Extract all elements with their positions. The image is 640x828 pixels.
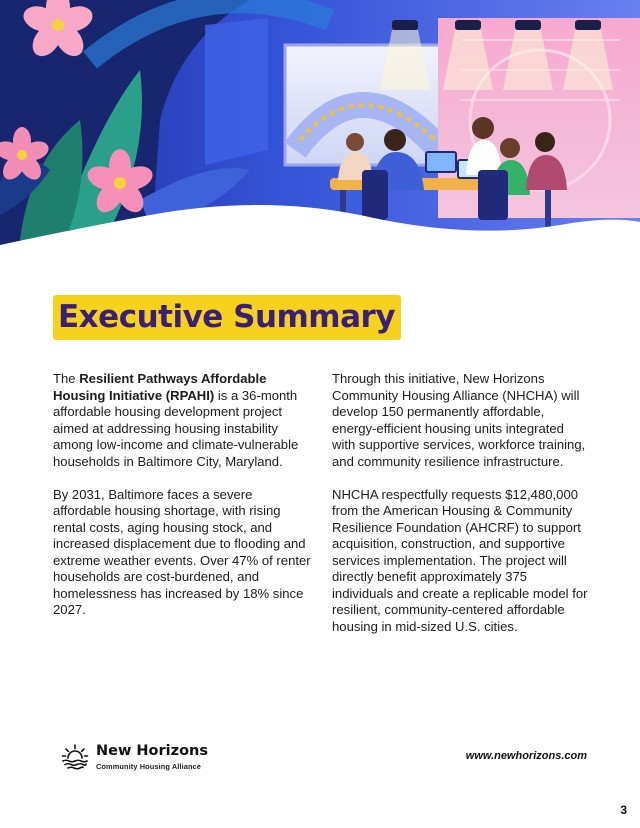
left-column bbox=[53, 371, 311, 635]
request-paragraph: NHCHA respectfully requests $12,480,000 from the American Housing & Community Resilience Foundation (AHCRF) to support acquisition, construction, and supportive services implementation. The project will directly benefit approximately 375 individuals and create a replicable model for resilient, community-centered affordable housing in mid-sized U.S. cities. bbox=[332, 486, 588, 634]
title-block bbox=[53, 295, 401, 340]
sunrise-waves-icon bbox=[60, 742, 90, 772]
intro-paragraph bbox=[53, 371, 311, 470]
footer-logo bbox=[60, 742, 208, 772]
hero-illustration bbox=[0, 0, 640, 262]
page-number: 3 bbox=[620, 803, 627, 817]
org-subtitle: Community Housing Alliance bbox=[96, 762, 201, 771]
page-title: Executive Summary bbox=[53, 295, 401, 340]
website-link[interactable]: www.newhorizons.com bbox=[465, 750, 587, 762]
project-name: Resilient Pathways Affordable Housing Initiative (RPAHI) bbox=[53, 371, 267, 403]
context-paragraph: By 2031, Baltimore faces a severe affordable housing shortage, with rising rental costs, aging housing stock, and increased displacement due to flooding and extreme weather events. Over 47% of renter households are cost-burdened, and homelessness has increased by 18% since 2027. bbox=[53, 486, 311, 617]
intro-prefix: The bbox=[53, 371, 80, 386]
right-column bbox=[332, 371, 588, 652]
org-name: New Horizons bbox=[96, 743, 208, 759]
intro-rest: is a 36-month affordable housing development project aimed at addressing housing instability among low-income and climate-vulnerable households in Baltimore City, Maryland. bbox=[53, 387, 299, 469]
initiative-paragraph: Through this initiative, New Horizons Community Housing Alliance (NHCHA) will develop 150 permanently affordable, energy-efficient housing units integrated with supportive services, workforce training, and community resilience infrastructure. bbox=[332, 371, 586, 469]
